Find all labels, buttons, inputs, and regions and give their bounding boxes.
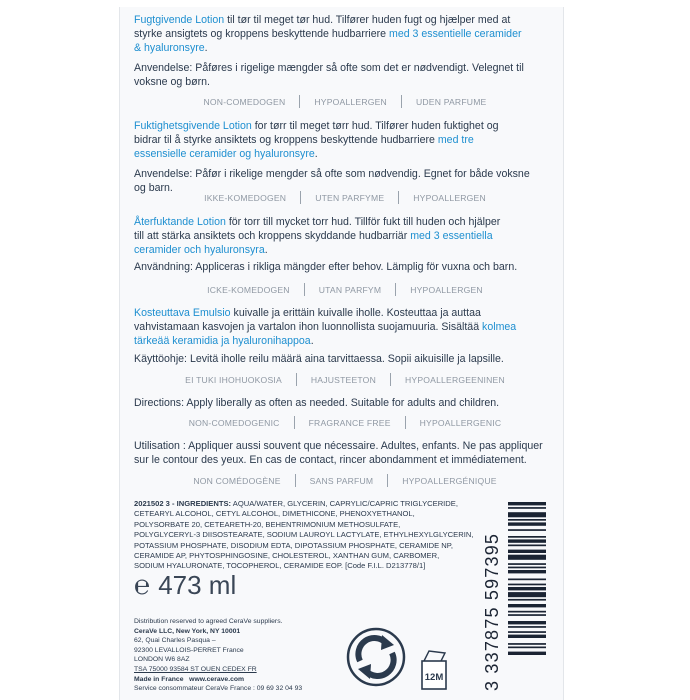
barcode-bar <box>508 579 546 581</box>
claim-tag: HYPOALLERGÉNIQUE <box>402 475 497 486</box>
divider <box>295 474 296 487</box>
service-line: Service consommateur CeraVe France : 09 69 32 04 93 <box>134 685 303 693</box>
claim-tag: EI TUKI IHOHUOKOSIA <box>185 374 282 385</box>
section-norwegian <box>134 119 556 195</box>
barcode-bar <box>508 621 546 624</box>
pao-label: 12M <box>424 672 444 683</box>
barcode-bar <box>508 599 546 601</box>
claim-tag: IKKE-KOMEDOGEN <box>204 192 287 203</box>
description-line: styrke ansigtets og kroppens beskyttende hudbarriere med 3 essentielle ceramider <box>134 28 522 41</box>
section-danish <box>134 13 556 89</box>
usage-line: og barn. <box>134 181 173 194</box>
claim-tag: HYPOALLERGEN <box>410 284 483 295</box>
pao-jar-icon <box>419 647 449 693</box>
claims-row <box>134 283 556 296</box>
barcode-bar <box>508 584 546 586</box>
origin-line: Made in France www.cerave.com <box>134 675 245 683</box>
usage-line: Anvendelse: Påfør i rikelige mengder så ofte som nødvendig. Egnet for både voksne <box>134 167 530 180</box>
usage-line: sur le contour des yeux. En cas de contact, rincer abondamment et immédiatement. <box>134 454 527 467</box>
usage-line: Anvendelse: Påføres i rigelige mængder så ofte som det er nødvendigt. Velegnet til <box>134 61 524 74</box>
divider <box>398 191 399 204</box>
product-label <box>119 7 564 700</box>
ingredients-block <box>134 499 479 572</box>
address-line: LONDON W6 8AZ <box>134 656 190 664</box>
barcode-bar <box>508 614 546 616</box>
divider <box>387 474 388 487</box>
ingredients-line: CETEARYL ALCOHOL, CETYL ALCOHOL, DIMETHICONE, PHENOXYETHANOL, <box>134 509 415 519</box>
claim-tag: NON COMÉDOGÈNE <box>193 475 281 486</box>
description-line: bidrar til å styrke ansiktets og kroppens beskyttende hudbarriere med tre <box>134 134 474 147</box>
claim-tag: HYPOALLERGEENINEN <box>404 374 505 385</box>
barcode <box>506 500 548 695</box>
barcode-bar <box>508 519 546 521</box>
claims-row <box>134 373 556 386</box>
section-swedish <box>134 215 556 274</box>
ingredients-line: 2021502 3 - INGREDIENTS: AQUA/WATER, GLYCERIN, CAPRYLIC/CAPRIC TRIGLYCERIDE, <box>134 499 458 508</box>
address-line: 92300 LEVALLOIS-PERRET France <box>134 646 244 654</box>
barcode-number <box>480 493 504 693</box>
description-line: Återfuktande Lotion för torr till mycket torr hud. Tillför fukt till huden och hjälper <box>134 216 501 228</box>
divider <box>401 95 402 108</box>
barcode-bar <box>508 635 546 638</box>
barcode-bar <box>508 555 546 560</box>
description-line: vahvistamaan kasvojen ja vartalon ihon luonnollista suojamuuria. Sisältää kolmea <box>134 321 517 334</box>
claim-tag: FRAGRANCE FREE <box>308 417 391 428</box>
claim-tag: NON-COMEDOGEN <box>203 96 286 107</box>
claims-row <box>134 416 556 429</box>
barcode-digits: 3 337875 597395 <box>482 532 502 691</box>
claim-tag: HYPOALLERGEN <box>413 192 486 203</box>
divider <box>405 416 406 429</box>
barcode-bar <box>508 502 546 505</box>
claim-tag: ICKE-KOMEDOGEN <box>207 284 290 295</box>
barcode-bar <box>508 604 546 607</box>
usage-line: Utilisation : Appliquer aussi souvent que nécessaire. Adultes, enfants. Ne pas appliquer <box>134 440 543 452</box>
claim-tag: HAJUSTEETON <box>310 374 376 385</box>
company-line: CeraVe LLC, New York, NY 10001 <box>134 627 241 635</box>
section-english <box>134 396 556 410</box>
section-french <box>134 439 556 467</box>
barcode-bar <box>508 545 546 547</box>
divider <box>300 191 301 204</box>
claims-row <box>134 191 556 204</box>
claim-tag: HYPOALLERGENIC <box>419 417 502 428</box>
distribution-line: Distribution reserved to agreed CeraVe suppliers. <box>134 618 283 625</box>
distribution-info <box>134 617 354 694</box>
ingredients-line: SODIUM HYALURONATE, TOCOPHEROL, CERAMIDE EOP. [Code F.I.L. D213778/1] <box>134 561 426 571</box>
usage-line: Användning: Appliceras i rikliga mängder efter behov. Lämplig för vuxna och barn. <box>134 260 518 273</box>
barcode-bar <box>508 507 546 509</box>
barcode-bar <box>508 626 546 628</box>
divider <box>299 95 300 108</box>
estimated-sign: ℮ <box>134 570 151 600</box>
usage-line: Käyttöohje: Levitä iholle reilu määrä aina tarvittaessa. Sopii aikuisille ja lapsille. <box>134 352 504 365</box>
section-finnish <box>134 306 556 366</box>
claim-tag: UDEN PARFUME <box>415 96 487 107</box>
description-line: essensielle ceramider og hyaluronsyre. <box>134 148 318 161</box>
ingredients-line: CERAMIDE AP, PHYTOSPHINGOSINE, CHOLESTEROL, XANTHAN GUM, CARBOMER, <box>134 551 440 561</box>
barcode-bar <box>508 652 546 655</box>
description-line: ceramider och hyaluronsyra. <box>134 244 268 257</box>
usage-line: voksne og børn. <box>134 75 210 88</box>
ingredients-line: POTASSIUM PHOSPHATE, DISODIUM EDTA, DIPOTASSIUM PHOSPHATE, CERAMIDE NP, <box>134 540 453 550</box>
claim-tag: HYPOALLERGEN <box>314 96 387 107</box>
barcode-bar <box>508 643 546 645</box>
volume-amount: 473 ml <box>158 570 237 600</box>
barcode-bar <box>508 611 546 613</box>
description-line: & hyaluronsyre. <box>134 42 208 55</box>
barcode-bar <box>508 563 546 565</box>
description-line: Kosteuttava Emulsio kuivalle ja erittäin kuivalle iholle. Kosteuttaa ja auttaa <box>134 307 481 319</box>
claim-tag: UTAN PARFYM <box>318 284 382 295</box>
divider <box>395 283 396 296</box>
barcode-bar <box>508 536 546 538</box>
barcode-bar <box>508 550 546 553</box>
barcode-bar <box>508 587 546 590</box>
claim-tag: UTEN PARFYME <box>315 192 385 203</box>
barcode-bar <box>508 631 546 633</box>
net-volume <box>134 570 236 601</box>
address-line: TSA 75000 93584 ST OUEN CEDEX FR <box>134 665 257 673</box>
barcode-bar <box>508 570 546 573</box>
claim-tag: NON-COMEDOGENIC <box>188 417 280 428</box>
recycle-icon <box>346 627 406 687</box>
description-line: tärkeää keramidia ja hyaluronihappoa. <box>134 335 314 348</box>
ingredients-line: POLYGLYCERYL-3 DIISOSTEARATE, SODIUM LAUROYL LACTYLATE, ETHYLHEXYLGLYCERIN, <box>134 530 474 540</box>
divider <box>296 373 297 386</box>
barcode-bar <box>508 592 546 597</box>
address-line: 62, Quai Charles Pasqua – <box>134 637 216 645</box>
claims-row <box>134 474 556 487</box>
barcode-bar <box>508 567 546 569</box>
barcode-bar <box>508 539 546 542</box>
barcode-bar <box>508 512 546 517</box>
barcode-bar <box>508 522 546 525</box>
description-line: till att stärka ansiktets och kroppens skyddande hudbarriär med 3 essentiella <box>134 230 493 243</box>
claim-tag: SANS PARFUM <box>309 475 374 486</box>
description-line: Fuktighetsgivende Lotion for tørr til meget tørr hud. Tilfører huden fuktighet og <box>134 120 499 132</box>
divider <box>390 373 391 386</box>
ingredients-line: POLYSORBATE 20, CETEARETH-20, BEHENTRIMONIUM METHOSULFATE, <box>134 519 401 529</box>
divider <box>304 283 305 296</box>
barcode-bar <box>508 647 546 649</box>
usage-line: Directions: Apply liberally as often as needed. Suitable for adults and children. <box>134 397 500 409</box>
divider <box>294 416 295 429</box>
barcode-bar <box>508 529 546 531</box>
claims-row <box>134 95 556 108</box>
description-line: Fugtgivende Lotion til tør til meget tør hud. Tilfører huden fugt og hjælper med at <box>134 14 511 26</box>
